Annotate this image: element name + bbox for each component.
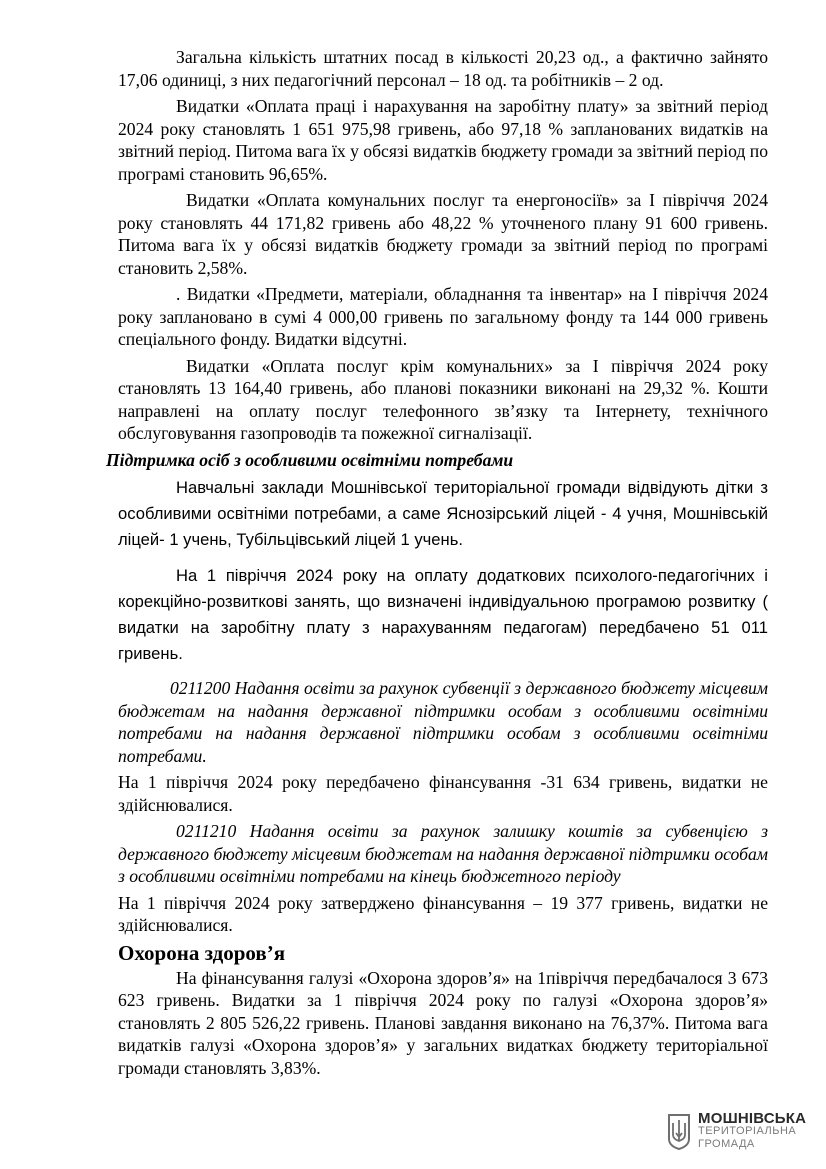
paragraph-special-needs-students: Навчальні заклади Мошнівської територіальної громади відвідують дітки з особливими освітніми потребами, а саме Яснозірський ліцей - 4 учня, Мошнівській ліцей- 1 учень, Тубільцівський ліцей 1 учень.	[118, 478, 768, 549]
paragraph-special-needs-funding: На 1 півріччя 2024 року на оплату додаткових психолого-педагогічних і корекційно-розвиткові занять, що визначені індивідуальною програмою розвитку ( видатки на заробітну плату з нарахуванням педагогам) передбачено 51 011 гривень.	[118, 566, 768, 663]
paragraph-program-0211200: 0211200 Надання освіти за рахунок субвенції з державного бюджету місцевим бюджетам на надання державної підтримки особам з особливими освітніми потребами на надання державної підтримки особам з особливими освітніми потребами.	[118, 678, 768, 766]
section-heading-healthcare: Охорона здоров’я	[118, 940, 286, 965]
paragraph-staff: Загальна кількість штатних посад в кількості 20,23 од., а фактично зайнято 17,06 одиниці, з них педагогічний персонал – 18 од. та робітників – 2 од.	[118, 47, 768, 90]
paragraph-program-0211200-funding: На 1 півріччя 2024 року передбачено фінансування -31 634 гривень, видатки не здійснювалися.	[118, 772, 768, 815]
logo-title: МОШНІВСЬКА	[698, 1110, 807, 1127]
paragraph-healthcare-expenses: На фінансування галузі «Охорона здоров’я» на 1півріччя передбачалося 3 673 623 гривень. Видатки за 1 півріччя 2024 року по галузі «Охорона здоров’я» становлять 2 805 526,22 гривень. Планові завдання виконано на 76,37%. Питома вага видатків галузі «Охорона здоров’я» у загальних видатках бюджету територіальної громади становлять 3,83%.	[118, 967, 768, 1078]
logo-text	[698, 1112, 806, 1151]
paragraph-materials-expenses: . Видатки «Предмети, матеріали, обладнання та інвентар» на І півріччя 2024 року заплановано в сумі 4 000,00 гривень по загальному фонду та 144 000 гривень спеціального фонду. Видатки відсутні.	[118, 284, 768, 349]
section-heading-special-needs: Підтримка осіб з особливими освітніми потребами	[106, 449, 514, 470]
community-logo	[666, 1112, 806, 1151]
trident-icon	[666, 1113, 692, 1151]
paragraph-program-0211210: 0211210 Надання освіти за рахунок залишку коштів за субвенцією з державного бюджету місцевим бюджетам на надання державної підтримки особам з особливими освітніми потребами на кінець бюджетного періоду	[118, 821, 768, 886]
paragraph-program-0211210-funding: На 1 півріччя 2024 року затверджено фінансування – 19 377 гривень, видатки не здійснювалися.	[118, 892, 768, 935]
paragraph-utilities-expenses: Видатки «Оплата комунальних послуг та енергоносіїв» за І півріччя 2024 року становлять 44 171,82 гривень або 48,22 % уточненого плану 91 600 гривень. Питома вага їх у обсязі видатків бюджету громади за звітний період по програмі становить 2,58%.	[118, 190, 768, 278]
logo-subtitle-1: ТЕРИТОРІАЛЬНА	[698, 1125, 797, 1137]
logo-subtitle-2: ГРОМАДА	[698, 1138, 755, 1150]
document-body	[106, 46, 769, 1079]
paragraph-salary-expenses: Видатки «Оплата праці і нарахування на заробітну плату» за звітний період 2024 року становлять 1 651 975,98 гривень, або 97,18 % запланованих видатків на звітний період. Питома вага їх у обсязі видатків бюджету громади за звітний період по програмі становить 96,65%.	[118, 96, 769, 184]
paragraph-services-expenses: Видатки «Оплата послуг крім комунальних» за І півріччя 2024 року становлять 13 164,40 гривень, або планові показники виконані на 29,32 %. Кошти направлені на оплату послуг телефонного зв’язку та Інтернету, технічного обслуговування газопроводів та пожежної сигналізації.	[118, 355, 768, 443]
